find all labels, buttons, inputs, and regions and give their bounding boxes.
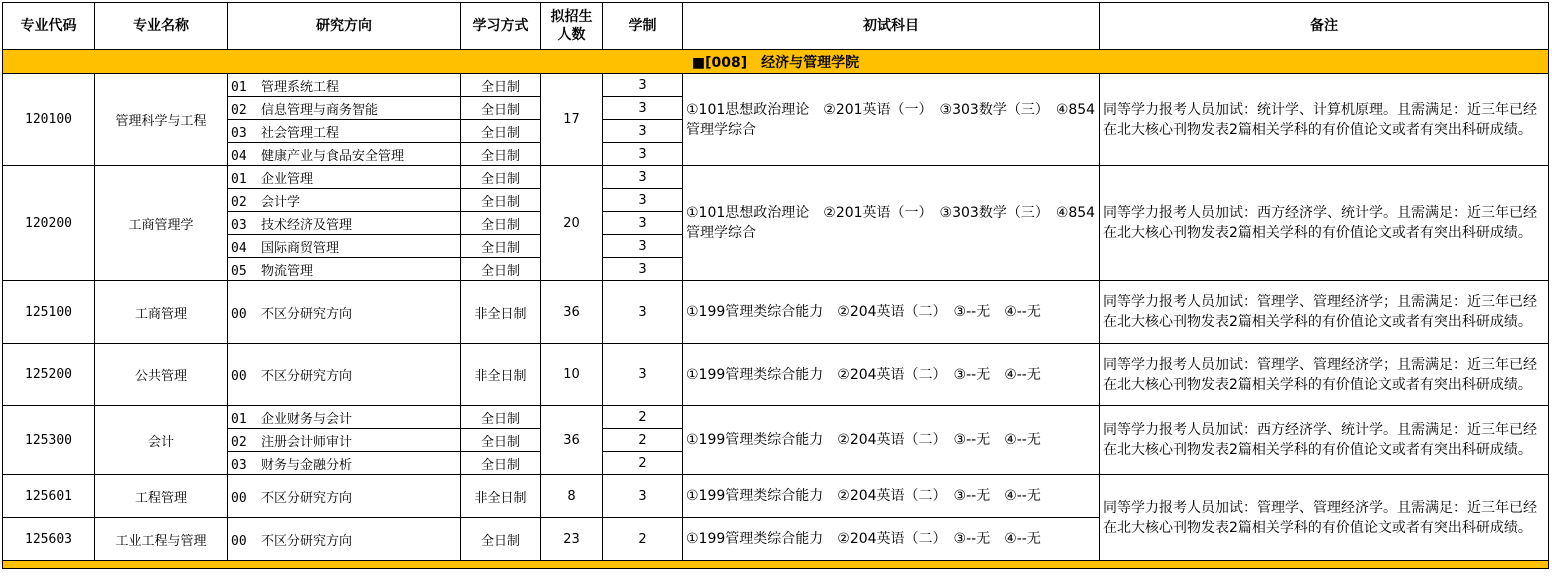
years: 3 bbox=[603, 281, 683, 344]
years: 2 bbox=[603, 452, 683, 475]
header-years: 学制 bbox=[603, 3, 683, 50]
quota: 23 bbox=[541, 518, 603, 561]
major-name: 公共管理 bbox=[95, 344, 228, 406]
study-mode: 全日制 bbox=[461, 189, 541, 212]
years: 3 bbox=[603, 74, 683, 97]
direction-cell bbox=[228, 189, 461, 212]
major-code: 125300 bbox=[3, 406, 95, 475]
table-row bbox=[3, 344, 1549, 406]
direction-label: 不区分研究方向 bbox=[261, 306, 353, 322]
direction-cell bbox=[228, 406, 461, 429]
direction-number: 01 bbox=[231, 79, 247, 95]
direction-label: 社会管理工程 bbox=[261, 125, 340, 141]
direction-number: 03 bbox=[231, 217, 247, 233]
admissions-table bbox=[2, 2, 1549, 569]
direction-cell bbox=[228, 212, 461, 235]
direction-cell bbox=[228, 518, 461, 561]
direction-cell bbox=[228, 235, 461, 258]
direction-number: 04 bbox=[231, 240, 247, 256]
direction-label: 企业管理 bbox=[261, 171, 314, 187]
years: 3 bbox=[603, 235, 683, 258]
direction-number: 00 bbox=[231, 369, 247, 384]
major-name: 工商管理 bbox=[95, 281, 228, 344]
direction-number: 04 bbox=[231, 148, 247, 164]
direction-number: 03 bbox=[231, 125, 247, 141]
direction-label: 会计学 bbox=[261, 194, 301, 210]
direction-cell bbox=[228, 74, 461, 97]
quota: 10 bbox=[541, 344, 603, 406]
study-mode: 非全日制 bbox=[461, 475, 541, 518]
table-row bbox=[3, 166, 1549, 189]
footer-band-cell bbox=[3, 561, 1549, 569]
quota: 36 bbox=[541, 406, 603, 475]
study-mode: 全日制 bbox=[461, 518, 541, 561]
direction-label: 财务与金融分析 bbox=[261, 457, 353, 473]
exam-subjects: ①199管理类综合能力 ②204英语（二） ③--无 ④--无 bbox=[683, 475, 1100, 518]
direction-number: 01 bbox=[231, 171, 247, 187]
table-row bbox=[3, 74, 1549, 97]
section-title: ■[008] 经济与管理学院 bbox=[3, 50, 1549, 74]
direction-cell bbox=[228, 281, 461, 344]
study-mode: 全日制 bbox=[461, 166, 541, 189]
study-mode: 全日制 bbox=[461, 120, 541, 143]
major-name: 工程管理 bbox=[95, 475, 228, 518]
header-row bbox=[3, 3, 1549, 50]
direction-cell bbox=[228, 120, 461, 143]
years: 3 bbox=[603, 475, 683, 518]
direction-cell bbox=[228, 143, 461, 166]
direction-label: 国际商贸管理 bbox=[261, 240, 340, 256]
major-code: 125200 bbox=[3, 344, 95, 406]
study-mode: 全日制 bbox=[461, 74, 541, 97]
exam-subjects: ①101思想政治理论 ②201英语（一） ③303数学（三） ④854管理学综合 bbox=[683, 74, 1100, 166]
direction-cell bbox=[228, 97, 461, 120]
years: 3 bbox=[603, 120, 683, 143]
major-code: 120200 bbox=[3, 166, 95, 281]
direction-number: 00 bbox=[231, 306, 247, 322]
direction-label: 管理系统工程 bbox=[261, 79, 340, 95]
direction-number: 05 bbox=[231, 263, 247, 279]
quota: 36 bbox=[541, 281, 603, 344]
exam-subjects: ①199管理类综合能力 ②204英语（二） ③--无 ④--无 bbox=[683, 518, 1100, 561]
study-mode: 非全日制 bbox=[461, 344, 541, 406]
direction-number: 00 bbox=[231, 490, 247, 506]
remarks: 同等学力报考人员加试：统计学、计算机原理。且需满足：近三年已经在北大核心刊物发表2篇相关学科的有价值论文或者有突出科研成绩。 bbox=[1100, 74, 1549, 166]
header-quota: 拟招生人数 bbox=[541, 3, 603, 50]
exam-subjects: ①199管理类综合能力 ②204英语（二） ③--无 ④--无 bbox=[683, 281, 1100, 344]
years: 2 bbox=[603, 406, 683, 429]
major-name: 管理科学与工程 bbox=[95, 74, 228, 166]
exam-subjects: ①199管理类综合能力 ②204英语（二） ③--无 ④--无 bbox=[683, 344, 1100, 406]
direction-cell bbox=[228, 429, 461, 452]
remarks: 同等学力报考人员加试：管理学、管理经济学；且需满足：近三年已经在北大核心刊物发表2篇相关学科的有价值论文或者有突出科研成绩。 bbox=[1100, 281, 1549, 344]
exam-subjects: ①101思想政治理论 ②201英语（一） ③303数学（三） ④854管理学综合 bbox=[683, 166, 1100, 281]
quota: 8 bbox=[541, 475, 603, 518]
header-mode: 学习方式 bbox=[461, 3, 541, 50]
direction-cell bbox=[228, 166, 461, 189]
major-name: 工商管理学 bbox=[95, 166, 228, 281]
direction-cell bbox=[228, 344, 461, 406]
direction-label: 物流管理 bbox=[261, 263, 314, 279]
years: 3 bbox=[603, 189, 683, 212]
major-code: 125603 bbox=[3, 518, 95, 561]
study-mode: 全日制 bbox=[461, 212, 541, 235]
direction-cell bbox=[228, 475, 461, 518]
header-notes: 备注 bbox=[1100, 3, 1549, 50]
quota: 17 bbox=[541, 74, 603, 166]
direction-cell bbox=[228, 258, 461, 281]
direction-cell bbox=[228, 452, 461, 475]
study-mode: 全日制 bbox=[461, 406, 541, 429]
header-direction: 研究方向 bbox=[228, 3, 461, 50]
table-row bbox=[3, 406, 1549, 429]
direction-label: 信息管理与商务智能 bbox=[261, 102, 379, 118]
study-mode: 全日制 bbox=[461, 258, 541, 281]
header-code: 专业代码 bbox=[3, 3, 95, 50]
study-mode: 全日制 bbox=[461, 235, 541, 258]
years: 3 bbox=[603, 143, 683, 166]
years: 3 bbox=[603, 212, 683, 235]
direction-label: 不区分研究方向 bbox=[261, 369, 353, 384]
study-mode: 全日制 bbox=[461, 97, 541, 120]
years: 3 bbox=[603, 258, 683, 281]
direction-number: 02 bbox=[231, 102, 247, 118]
quota: 20 bbox=[541, 166, 603, 281]
direction-label: 不区分研究方向 bbox=[261, 490, 353, 506]
table-row bbox=[3, 475, 1549, 518]
direction-label: 注册会计师审计 bbox=[261, 434, 353, 450]
major-code: 125100 bbox=[3, 281, 95, 344]
section-row bbox=[3, 50, 1549, 74]
years: 2 bbox=[603, 518, 683, 561]
direction-label: 不区分研究方向 bbox=[261, 533, 353, 549]
years: 3 bbox=[603, 97, 683, 120]
major-code: 125601 bbox=[3, 475, 95, 518]
remarks: 同等学力报考人员加试：管理学、管理经济学；且需满足：近三年已经在北大核心刊物发表2篇相关学科的有价值论文或者有突出科研成绩。 bbox=[1100, 344, 1549, 406]
direction-number: 01 bbox=[231, 411, 247, 427]
direction-number: 02 bbox=[231, 194, 247, 210]
major-code: 120100 bbox=[3, 74, 95, 166]
table-row bbox=[3, 281, 1549, 344]
remarks: 同等学力报考人员加试：管理学、管理经济学。且需满足：近三年已经在北大核心刊物发表2篇相关学科的有价值论文或者有突出科研成绩。 bbox=[1100, 475, 1549, 561]
footer-band bbox=[3, 561, 1549, 569]
direction-number: 02 bbox=[231, 434, 247, 450]
years: 3 bbox=[603, 344, 683, 406]
direction-label: 健康产业与食品安全管理 bbox=[261, 148, 405, 164]
study-mode: 非全日制 bbox=[461, 281, 541, 344]
study-mode: 全日制 bbox=[461, 429, 541, 452]
direction-number: 00 bbox=[231, 533, 247, 549]
remarks: 同等学力报考人员加试：西方经济学、统计学。且需满足：近三年已经在北大核心刊物发表2篇相关学科的有价值论文或者有突出科研成绩。 bbox=[1100, 406, 1549, 475]
exam-subjects: ①199管理类综合能力 ②204英语（二） ③--无 ④--无 bbox=[683, 406, 1100, 475]
remarks: 同等学力报考人员加试：西方经济学、统计学。且需满足：近三年已经在北大核心刊物发表2篇相关学科的有价值论文或者有突出科研成绩。 bbox=[1100, 166, 1549, 281]
major-name: 会计 bbox=[95, 406, 228, 475]
header-name: 专业名称 bbox=[95, 3, 228, 50]
study-mode: 全日制 bbox=[461, 452, 541, 475]
direction-label: 企业财务与会计 bbox=[261, 411, 353, 427]
years: 2 bbox=[603, 429, 683, 452]
study-mode: 全日制 bbox=[461, 143, 541, 166]
header-exam: 初试科目 bbox=[683, 3, 1100, 50]
direction-label: 技术经济及管理 bbox=[261, 217, 353, 233]
years: 3 bbox=[603, 166, 683, 189]
direction-number: 03 bbox=[231, 457, 247, 473]
major-name: 工业工程与管理 bbox=[95, 518, 228, 561]
